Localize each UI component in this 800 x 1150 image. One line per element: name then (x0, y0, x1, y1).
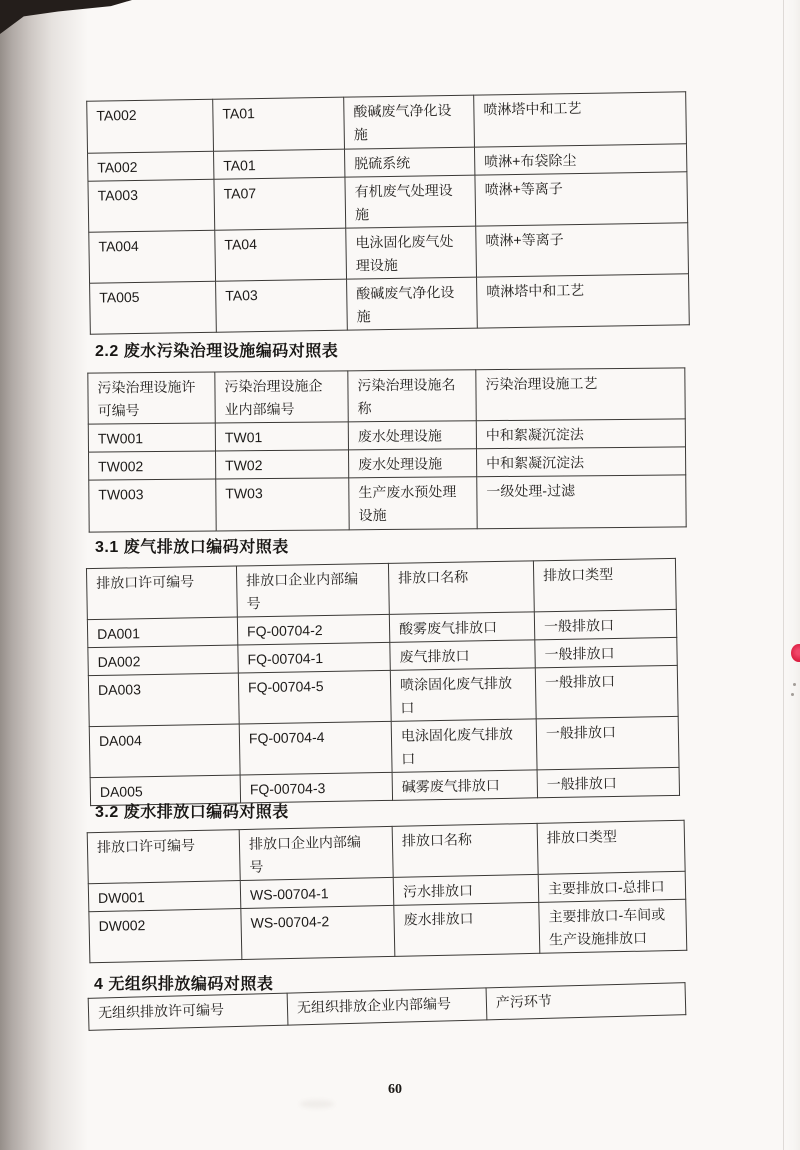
table-cell: TA01 (214, 149, 345, 179)
table-cell: 喷淋+等离子 (475, 172, 688, 226)
table-cell: 一级处理-过滤 (477, 475, 686, 529)
table-cell: 废水排放口 (394, 902, 540, 956)
table-cell: DW002 (89, 909, 242, 963)
table-cell: 一般排放口 (536, 716, 679, 769)
table-cell: 废水处理设施 (348, 421, 476, 450)
table-cell: TA01 (213, 97, 345, 151)
column-header: 产污环节 (486, 983, 686, 1020)
table-cell: 废气排放口 (390, 640, 535, 671)
table-cell: TW002 (89, 451, 216, 480)
table-cell: DA002 (88, 645, 238, 676)
column-header: 排放口企业内部编 号 (236, 563, 389, 617)
table-cell: TW03 (216, 478, 349, 531)
table-cell: TA002 (87, 99, 214, 153)
column-header: 无组织排放企业内部编号 (287, 988, 487, 1025)
wastewater-outlet-table (87, 820, 688, 963)
section-heading-3-2: 3.2 废水排放口编码对照表 (95, 804, 289, 821)
column-header: 污染治理设施工艺 (476, 368, 685, 421)
table-cell: 一般排放口 (535, 665, 678, 718)
table-cell: DA004 (89, 724, 240, 778)
section-heading-3-1: 3.1 废气排放口编码对照表 (95, 539, 289, 556)
scan-speck (793, 683, 796, 686)
table-cell: 酸碱废气净化设 施 (347, 277, 478, 330)
table-cell: 一般排放口 (537, 767, 679, 797)
table-cell: 一般排放口 (534, 609, 676, 639)
table-cell: FQ-00704-1 (238, 642, 390, 673)
section-heading-2-2: 2.2 废水污染治理设施编码对照表 (95, 343, 339, 360)
red-seal-fragment (791, 644, 800, 662)
table-cell: 中和絮凝沉淀法 (476, 447, 685, 477)
table-cell: 喷淋+布袋除尘 (474, 144, 686, 175)
page-number: 60 (388, 1082, 402, 1097)
table-cell: FQ-00704-3 (240, 772, 392, 803)
table-cell: FQ-00704-4 (239, 721, 392, 775)
gas-treatment-facility-table (86, 91, 690, 334)
gas-outlet-table (86, 558, 680, 806)
page-right-edge (783, 0, 800, 1150)
table-cell: 一般排放口 (535, 637, 677, 667)
column-header: 排放口类型 (537, 820, 685, 874)
table-cell: 有机废气处理设 施 (345, 175, 476, 228)
table-cell: TW02 (216, 450, 349, 479)
column-header: 排放口许可编号 (86, 566, 237, 620)
table-cell: TA005 (90, 281, 217, 334)
scan-speck (791, 693, 794, 696)
table-cell: TW001 (88, 423, 215, 452)
section-heading-4: 4 无组织排放编码对照表 (94, 976, 274, 993)
table-cell: 脱硫系统 (344, 147, 474, 177)
table-cell: TW01 (215, 422, 348, 451)
table-cell: 喷淋+等离子 (476, 223, 689, 277)
table-cell: TA002 (88, 151, 214, 181)
table-cell: 主要排放口-车间或 生产设施排放口 (539, 899, 687, 953)
column-header: 污染治理设施许 可编号 (88, 372, 215, 424)
table-cell: 喷淋塔中和工艺 (477, 274, 690, 328)
table-cell: 生产废水预处理 设施 (349, 477, 477, 530)
table-cell: TW003 (89, 479, 216, 532)
page-left-scan-shadow (0, 0, 92, 1150)
table-cell: TA04 (215, 228, 347, 281)
table-cell: 喷涂固化废气排放 口 (390, 668, 536, 722)
table-cell: 酸雾废气排放口 (389, 612, 534, 643)
table-cell: TA003 (88, 179, 215, 232)
column-header: 排放口名称 (388, 561, 534, 615)
column-header: 污染治理设施名 称 (348, 370, 476, 422)
scan-smudge (300, 1100, 334, 1108)
column-header: 污染治理设施企 业内部编号 (215, 371, 348, 423)
column-header: 排放口类型 (533, 558, 676, 611)
page-corner-shadow (0, 0, 132, 34)
table-cell: 主要排放口-总排口 (538, 871, 686, 902)
table-cell: WS-00704-2 (241, 905, 395, 959)
table-cell: TA03 (216, 279, 348, 332)
table-cell: 碱雾废气排放口 (392, 770, 537, 801)
table-cell: 喷淋塔中和工艺 (474, 92, 687, 147)
column-header: 排放口名称 (392, 823, 538, 877)
table-cell: TA07 (214, 177, 346, 230)
table-cell: 污水排放口 (393, 874, 539, 905)
table-cell: 电泳固化废气排放 口 (391, 719, 537, 773)
table-cell: 电泳固化废气处 理设施 (346, 226, 477, 279)
column-header: 排放口企业内部编 号 (239, 826, 393, 880)
table-cell: 酸碱废气净化设 施 (344, 95, 475, 149)
wastewater-treatment-facility-table (87, 367, 686, 532)
table-cell: DA001 (87, 617, 237, 648)
table-cell: 废水处理设施 (348, 449, 476, 478)
column-header: 排放口许可编号 (87, 830, 240, 884)
table-cell: 中和絮凝沉淀法 (476, 419, 685, 449)
table-cell: DA003 (88, 673, 239, 727)
table-cell: FQ-00704-5 (238, 670, 391, 724)
table-cell: WS-00704-1 (240, 877, 394, 908)
table-cell: DA005 (90, 775, 240, 806)
table-cell: FQ-00704-2 (237, 614, 389, 645)
table-cell: TA004 (89, 230, 216, 283)
table-cell: DW001 (88, 881, 241, 912)
column-header: 无组织排放许可编号 (88, 993, 288, 1030)
